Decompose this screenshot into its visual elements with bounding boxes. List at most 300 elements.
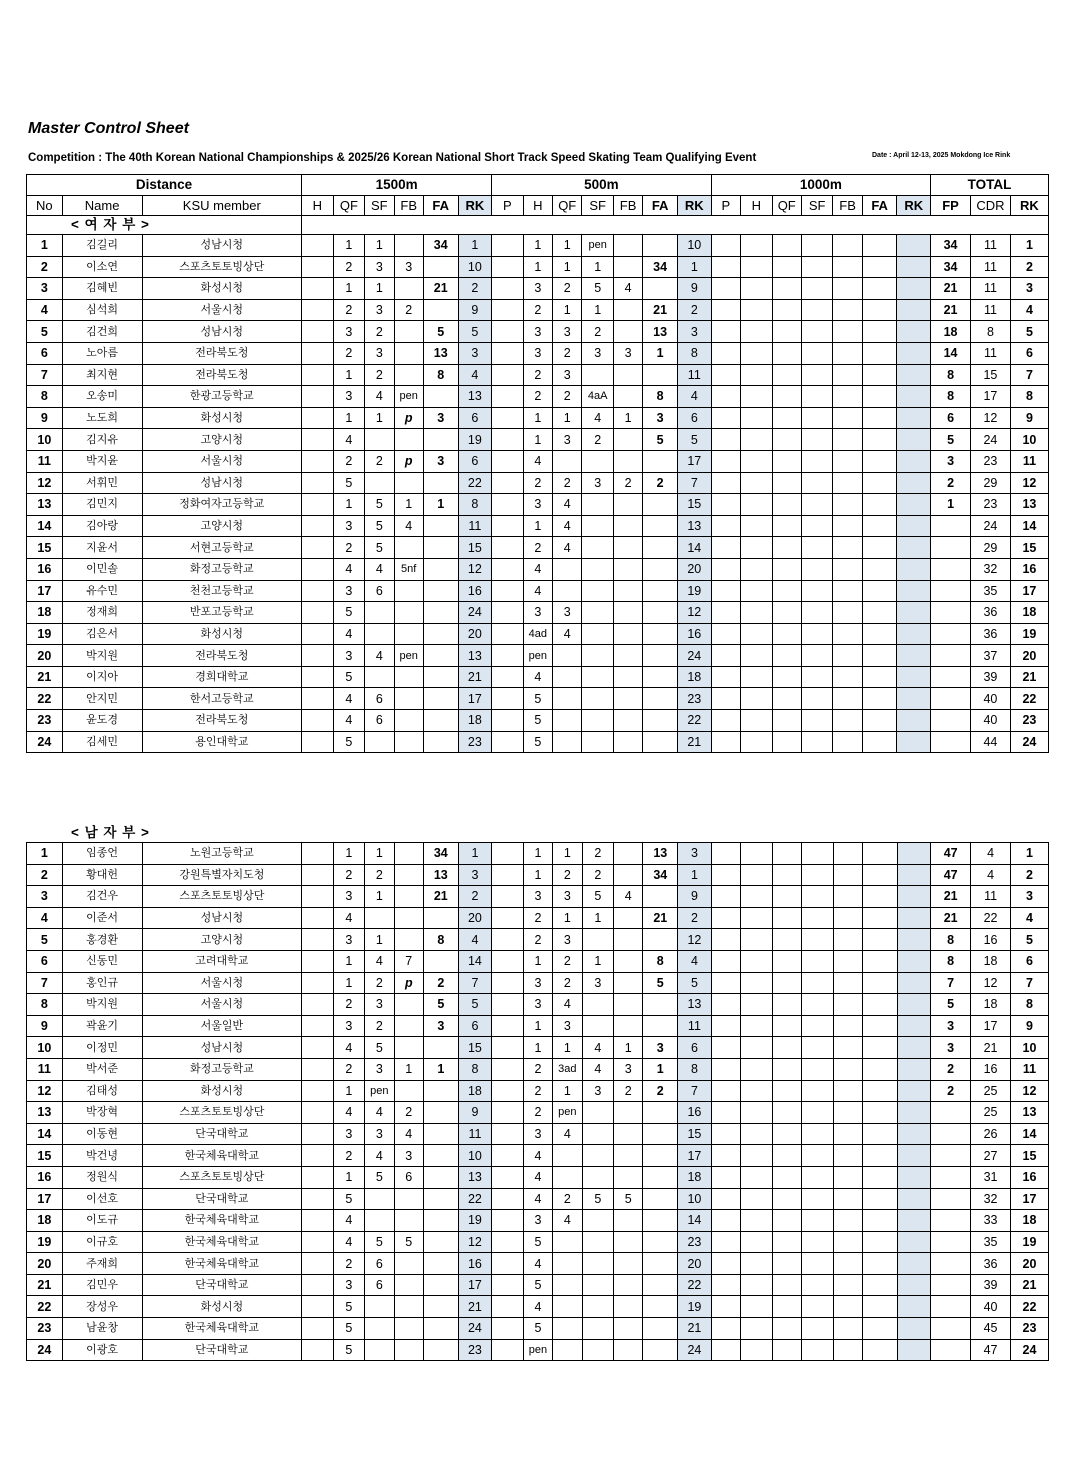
- cell-1500-h: [302, 235, 334, 257]
- cell-1000-qf: [772, 1058, 801, 1080]
- cell-ksu-member: 단국대학교: [142, 1188, 302, 1210]
- cell-total-rk: 13: [1011, 1102, 1049, 1124]
- cell-1000-rk: [897, 1231, 931, 1253]
- cell-500-fa: [643, 1145, 678, 1167]
- cell-500-rk: 9: [678, 886, 712, 908]
- cell-1500-qf: 5: [333, 1339, 365, 1361]
- cell-1500-fb: 4: [394, 1123, 423, 1145]
- cell-1500-sf: [365, 1296, 394, 1318]
- cell-500-p: [492, 558, 524, 580]
- cell-1000-p: [711, 1339, 740, 1361]
- cell-1500-qf: 2: [333, 1253, 365, 1275]
- cell-500-h: 1: [523, 864, 552, 886]
- cell-1500-qf: 5: [333, 602, 365, 624]
- cell-1000-p: [711, 256, 740, 278]
- cell-500-fa: [643, 731, 678, 753]
- cell-1500-qf: 4: [333, 1231, 365, 1253]
- cell-name: 최지현: [62, 364, 142, 386]
- cell-1000-fb: [833, 515, 862, 537]
- cell-1500-fa: 3: [423, 1015, 458, 1037]
- cell-500-rk: 14: [677, 537, 711, 559]
- cell-1000-fb: [833, 864, 862, 886]
- cell-500-fa: [643, 1339, 678, 1361]
- cell-500-h: 1: [523, 515, 552, 537]
- cell-total-fp: [931, 1318, 971, 1340]
- cell-500-qf: [553, 1253, 582, 1275]
- cell-500-fa: 34: [643, 256, 678, 278]
- cell-500-sf: 5: [582, 278, 614, 300]
- cell-name: 이소연: [62, 256, 142, 278]
- cell-name: 이지아: [62, 666, 142, 688]
- cell-500-h: 4: [523, 558, 552, 580]
- cell-1500-qf: 2: [333, 864, 365, 886]
- cell-500-fa: [643, 1015, 678, 1037]
- cell-no: 19: [27, 1231, 63, 1253]
- cell-1500-qf: 1: [333, 1080, 365, 1102]
- cell-1500-sf: 2: [365, 364, 394, 386]
- cell-1500-qf: 5: [333, 1296, 365, 1318]
- cell-1000-h: [741, 1102, 773, 1124]
- cell-500-h: 3: [523, 278, 552, 300]
- cell-1500-sf: 4: [365, 950, 394, 972]
- cell-1000-h: [741, 843, 773, 865]
- cell-no: 23: [27, 1318, 63, 1340]
- cell-1500-rk: 12: [458, 1231, 492, 1253]
- cell-1500-rk: 16: [458, 1253, 492, 1275]
- cell-1000-qf: [772, 235, 801, 257]
- cell-1500-fb: [394, 688, 423, 710]
- cell-ksu-member: 전라북도청: [142, 645, 302, 667]
- cell-1500-h: [302, 1058, 334, 1080]
- cell-1500-qf: 4: [333, 907, 365, 929]
- cell-500-sf: 3: [582, 342, 614, 364]
- cell-500-p: [492, 1080, 524, 1102]
- cell-1500-fa: [423, 602, 458, 624]
- cell-1000-sf: [801, 235, 833, 257]
- cell-500-fa: [643, 364, 678, 386]
- cell-500-p: [492, 472, 524, 494]
- cell-1000-p: [711, 950, 740, 972]
- cell-1500-fb: pen: [394, 386, 423, 408]
- cell-1000-fa: [862, 864, 897, 886]
- cell-500-p: [492, 515, 524, 537]
- cell-name: 정원식: [62, 1166, 142, 1188]
- cell-1500-fa: [423, 1188, 458, 1210]
- cell-total-cdr: 33: [971, 1210, 1011, 1232]
- cell-1500-sf: 6: [365, 688, 394, 710]
- cell-1500-rk: 22: [458, 1188, 492, 1210]
- cell-500-sf: [582, 602, 614, 624]
- cell-1000-rk: [897, 950, 931, 972]
- cell-total-rk: 12: [1011, 1080, 1049, 1102]
- cell-total-fp: [931, 1102, 971, 1124]
- cell-name: 김태성: [62, 1080, 142, 1102]
- cell-1500-qf: 3: [333, 1274, 365, 1296]
- cell-1000-sf: [802, 1102, 834, 1124]
- table-row: [27, 688, 1049, 710]
- cell-500-fb: [613, 321, 642, 343]
- cell-total-cdr: 32: [971, 558, 1011, 580]
- table-row: [27, 907, 1049, 929]
- cell-500-p: [492, 235, 524, 257]
- event-date: Date : April 12-13, 2025 Mokdong Ice Rink: [872, 152, 1011, 159]
- cell-1000-qf: [772, 731, 801, 753]
- cell-name: 황대헌: [62, 864, 142, 886]
- cell-1500-h: [302, 843, 334, 865]
- cell-total-cdr: 26: [971, 1123, 1011, 1145]
- cell-1000-sf: [801, 623, 833, 645]
- cell-500-sf: [582, 558, 614, 580]
- cell-1000-qf: [772, 1015, 801, 1037]
- cell-name: 김아랑: [62, 515, 142, 537]
- cell-1500-fb: 3: [394, 256, 423, 278]
- cell-total-fp: [931, 1210, 971, 1232]
- cell-500-h: 5: [523, 1231, 552, 1253]
- cell-1000-p: [711, 1188, 740, 1210]
- cell-1500-rk: 23: [458, 1339, 492, 1361]
- cell-total-cdr: 17: [971, 386, 1011, 408]
- cell-name: 곽윤기: [62, 1015, 142, 1037]
- cell-total-fp: 21: [931, 299, 971, 321]
- cell-ksu-member: 화성시청: [142, 407, 302, 429]
- cell-500-rk: 11: [678, 1015, 712, 1037]
- cell-1000-qf: [772, 278, 801, 300]
- cell-total-fp: [931, 1274, 971, 1296]
- cell-1000-rk: [897, 429, 931, 451]
- cell-1000-fb: [833, 623, 862, 645]
- cell-500-p: [492, 864, 524, 886]
- cell-500-sf: 4: [582, 1037, 614, 1059]
- cell-500-sf: 3: [582, 1080, 614, 1102]
- cell-1000-fa: [862, 278, 897, 300]
- cell-no: 21: [27, 666, 63, 688]
- cell-1000-rk: [897, 450, 931, 472]
- cell-1500-qf: 2: [333, 1145, 365, 1167]
- cell-1500-sf: 6: [365, 1253, 394, 1275]
- cell-500-fa: [643, 710, 678, 732]
- cell-1000-rk: [897, 1188, 931, 1210]
- cell-ksu-member: 화성시청: [142, 1080, 302, 1102]
- cell-1500-sf: 4: [365, 386, 394, 408]
- cell-1500-sf: 5: [365, 1037, 394, 1059]
- cell-500-rk: 24: [677, 645, 711, 667]
- cell-1500-fa: [423, 429, 458, 451]
- cell-1000-fb: [833, 1231, 862, 1253]
- table-row: [27, 710, 1049, 732]
- cell-total-cdr: 11: [971, 278, 1011, 300]
- cell-1500-fb: [394, 429, 423, 451]
- cell-500-fa: [643, 494, 678, 516]
- cell-1000-rk: [897, 1015, 931, 1037]
- cell-1500-fa: [423, 580, 458, 602]
- cell-1500-fa: [423, 1318, 458, 1340]
- cell-1000-qf: [772, 472, 801, 494]
- cell-1000-p: [711, 994, 740, 1016]
- cell-1000-h: [741, 407, 773, 429]
- cell-500-fa: [643, 623, 678, 645]
- col-header-1500-h: H: [302, 196, 334, 216]
- cell-total-fp: [931, 1188, 971, 1210]
- cell-500-p: [492, 1318, 524, 1340]
- cell-1000-qf: [772, 972, 801, 994]
- cell-500-fa: [643, 1296, 678, 1318]
- cell-1000-sf: [802, 1231, 834, 1253]
- cell-total-fp: [931, 1145, 971, 1167]
- cell-1500-fa: [423, 1253, 458, 1275]
- cell-1500-h: [302, 1210, 334, 1232]
- cell-1000-qf: [772, 1253, 801, 1275]
- cell-1000-fa: [862, 731, 897, 753]
- cell-500-fb: [613, 602, 642, 624]
- cell-500-fa: [643, 1188, 678, 1210]
- cell-1000-rk: [897, 321, 931, 343]
- cell-500-sf: [582, 688, 614, 710]
- cell-500-qf: 3: [553, 429, 582, 451]
- cell-1000-fa: [862, 537, 897, 559]
- cell-500-h: 1: [523, 235, 552, 257]
- cell-1000-qf: [772, 1080, 801, 1102]
- cell-total-fp: 14: [931, 342, 971, 364]
- cell-1000-qf: [772, 1231, 801, 1253]
- cell-500-fa: [643, 1231, 678, 1253]
- table-row: [27, 994, 1049, 1016]
- cell-1000-sf: [801, 537, 833, 559]
- cell-1000-qf: [772, 537, 801, 559]
- competition-name: Competition : The 40th Korean National Championships & 2025/26 Korean National Short Track Speed Skating Team Qualifying Event: [28, 152, 757, 164]
- cell-1000-sf: [802, 1318, 834, 1340]
- cell-1000-h: [741, 1166, 773, 1188]
- cell-1000-rk: [897, 666, 931, 688]
- cell-total-cdr: 12: [971, 972, 1011, 994]
- cell-no: 6: [27, 950, 63, 972]
- cell-total-cdr: 35: [971, 580, 1011, 602]
- col-header-500-sf: SF: [582, 196, 614, 216]
- table-row: [27, 1015, 1049, 1037]
- cell-1500-h: [302, 321, 334, 343]
- cell-1000-p: [711, 364, 740, 386]
- cell-500-rk: 20: [678, 1253, 712, 1275]
- cell-1500-sf: 4: [365, 558, 394, 580]
- cell-1500-rk: 18: [458, 1080, 492, 1102]
- cell-1000-fb: [833, 299, 862, 321]
- cell-1500-h: [302, 450, 334, 472]
- cell-ksu-member: 단국대학교: [142, 1274, 302, 1296]
- cell-ksu-member: 서울일반: [142, 1015, 302, 1037]
- cell-1000-fb: [833, 1102, 862, 1124]
- cell-500-p: [492, 972, 524, 994]
- cell-total-cdr: 4: [971, 843, 1011, 865]
- cell-1000-fb: [833, 1037, 862, 1059]
- header-1000m: 1000m: [711, 175, 930, 196]
- table-row: [27, 1080, 1049, 1102]
- table-row: [27, 623, 1049, 645]
- cell-1000-qf: [772, 1166, 801, 1188]
- cell-500-fa: 5: [643, 429, 678, 451]
- cell-total-fp: [931, 1123, 971, 1145]
- cell-1000-qf: [772, 843, 801, 865]
- cell-1000-rk: [897, 1058, 931, 1080]
- cell-1000-fa: [862, 429, 897, 451]
- cell-ksu-member: 서울시청: [142, 972, 302, 994]
- cell-500-qf: 3: [553, 1015, 582, 1037]
- cell-name: 윤도경: [62, 710, 142, 732]
- cell-name: 이준서: [62, 907, 142, 929]
- cell-total-fp: [931, 1231, 971, 1253]
- cell-name: 노도희: [62, 407, 142, 429]
- cell-1000-fa: [862, 1296, 897, 1318]
- cell-1000-h: [741, 1339, 773, 1361]
- cell-1000-fa: [862, 407, 897, 429]
- cell-1000-fa: [862, 710, 897, 732]
- cell-ksu-member: 한국체육대학교: [142, 1145, 302, 1167]
- cell-500-rk: 8: [678, 1058, 712, 1080]
- cell-1500-rk: 1: [458, 235, 492, 257]
- cell-1500-rk: 13: [458, 1166, 492, 1188]
- cell-1000-h: [741, 1253, 773, 1275]
- cell-500-fa: 3: [643, 1037, 678, 1059]
- cell-500-rk: 3: [678, 843, 712, 865]
- cell-500-fa: 2: [643, 1080, 678, 1102]
- cell-500-fa: [643, 235, 678, 257]
- cell-total-rk: 20: [1010, 645, 1048, 667]
- cell-1500-rk: 19: [458, 429, 492, 451]
- cell-1000-sf: [802, 950, 834, 972]
- cell-no: 9: [27, 407, 63, 429]
- cell-1500-fa: 5: [423, 321, 458, 343]
- cell-ksu-member: 단국대학교: [142, 1123, 302, 1145]
- cell-1000-rk: [897, 645, 931, 667]
- cell-500-qf: 3: [553, 602, 582, 624]
- col-header-500-h: H: [523, 196, 552, 216]
- cell-1000-sf: [801, 472, 833, 494]
- cell-1000-p: [711, 1274, 740, 1296]
- cell-500-qf: [553, 645, 582, 667]
- cell-1000-fa: [862, 1166, 897, 1188]
- cell-500-rk: 3: [677, 321, 711, 343]
- cell-500-p: [492, 666, 524, 688]
- cell-1500-fa: [423, 1037, 458, 1059]
- cell-500-rk: 7: [678, 1080, 712, 1102]
- cell-1000-fa: [862, 450, 897, 472]
- cell-total-cdr: 39: [971, 1274, 1011, 1296]
- cell-500-rk: 21: [678, 1318, 712, 1340]
- cell-1500-fb: [394, 886, 423, 908]
- cell-1500-fb: [394, 1339, 423, 1361]
- cell-1500-fb: [394, 580, 423, 602]
- cell-1000-fb: [833, 1210, 862, 1232]
- cell-1500-h: [302, 278, 334, 300]
- cell-500-qf: 2: [553, 1188, 582, 1210]
- cell-500-p: [492, 1102, 524, 1124]
- cell-1500-h: [302, 1166, 334, 1188]
- cell-total-rk: 16: [1010, 558, 1048, 580]
- cell-total-rk: 16: [1011, 1166, 1049, 1188]
- cell-500-qf: 2: [553, 950, 582, 972]
- cell-ksu-member: 고양시청: [142, 515, 302, 537]
- cell-500-p: [492, 1210, 524, 1232]
- cell-500-fb: [614, 1102, 643, 1124]
- cell-total-cdr: 16: [971, 1058, 1011, 1080]
- cell-total-fp: 18: [931, 321, 971, 343]
- cell-1000-fa: [862, 1145, 897, 1167]
- cell-1500-h: [302, 710, 334, 732]
- cell-total-fp: 8: [931, 364, 971, 386]
- cell-500-h: 2: [523, 1102, 552, 1124]
- cell-500-p: [492, 342, 524, 364]
- cell-500-fb: [613, 256, 642, 278]
- cell-1500-h: [302, 429, 334, 451]
- cell-1000-fb: [833, 731, 862, 753]
- cell-1500-sf: 3: [365, 994, 394, 1016]
- cell-1500-rk: 14: [458, 950, 492, 972]
- table-row: [27, 972, 1049, 994]
- cell-1000-sf: [802, 1339, 834, 1361]
- cell-500-h: 5: [523, 731, 552, 753]
- cell-1500-qf: 4: [333, 558, 365, 580]
- cell-1000-qf: [772, 494, 801, 516]
- cell-1500-fb: p: [394, 972, 423, 994]
- cell-1000-qf: [772, 1188, 801, 1210]
- cell-1000-p: [711, 688, 740, 710]
- cell-500-h: 3: [523, 342, 552, 364]
- cell-total-fp: [931, 710, 971, 732]
- cell-1500-qf: 2: [333, 994, 365, 1016]
- cell-500-p: [492, 688, 524, 710]
- cell-1500-qf: 1: [333, 972, 365, 994]
- cell-total-cdr: 18: [971, 994, 1011, 1016]
- cell-1000-p: [711, 929, 740, 951]
- col-header-500-p: P: [492, 196, 524, 216]
- cell-1500-rk: 13: [458, 645, 492, 667]
- cell-1500-h: [302, 623, 334, 645]
- cell-ksu-member: 스포츠토토빙상단: [142, 1166, 302, 1188]
- cell-500-fa: [643, 1210, 678, 1232]
- cell-1500-sf: 3: [365, 342, 394, 364]
- cell-500-h: 3: [523, 494, 552, 516]
- cell-1500-sf: 2: [365, 321, 394, 343]
- cell-1000-rk: [897, 472, 931, 494]
- cell-1000-qf: [772, 256, 801, 278]
- cell-name: 장성우: [62, 1296, 142, 1318]
- cell-500-sf: [582, 580, 614, 602]
- cell-500-fb: [614, 1145, 643, 1167]
- cell-1000-fb: [833, 972, 862, 994]
- cell-1000-rk: [897, 537, 931, 559]
- cell-1000-rk: [897, 972, 931, 994]
- cell-500-fa: 2: [643, 472, 678, 494]
- col-header-500-fa: FA: [643, 196, 678, 216]
- cell-1500-fb: [394, 710, 423, 732]
- cell-1000-fa: [862, 386, 897, 408]
- cell-1000-h: [741, 1037, 773, 1059]
- cell-1500-h: [302, 1145, 334, 1167]
- cell-1500-h: [302, 364, 334, 386]
- cell-1000-fa: [862, 623, 897, 645]
- cell-name: 김건우: [62, 886, 142, 908]
- cell-1500-fa: [423, 1123, 458, 1145]
- cell-1000-qf: [772, 994, 801, 1016]
- cell-no: 7: [27, 972, 63, 994]
- cell-1500-h: [302, 666, 334, 688]
- cell-1500-fa: [423, 1231, 458, 1253]
- cell-1000-rk: [897, 407, 931, 429]
- cell-1000-fb: [833, 994, 862, 1016]
- col-header-1000-fb: FB: [833, 196, 862, 216]
- cell-1000-qf: [772, 321, 801, 343]
- cell-1000-h: [741, 1015, 773, 1037]
- table-row: [27, 235, 1049, 257]
- cell-500-fb: [614, 1318, 643, 1340]
